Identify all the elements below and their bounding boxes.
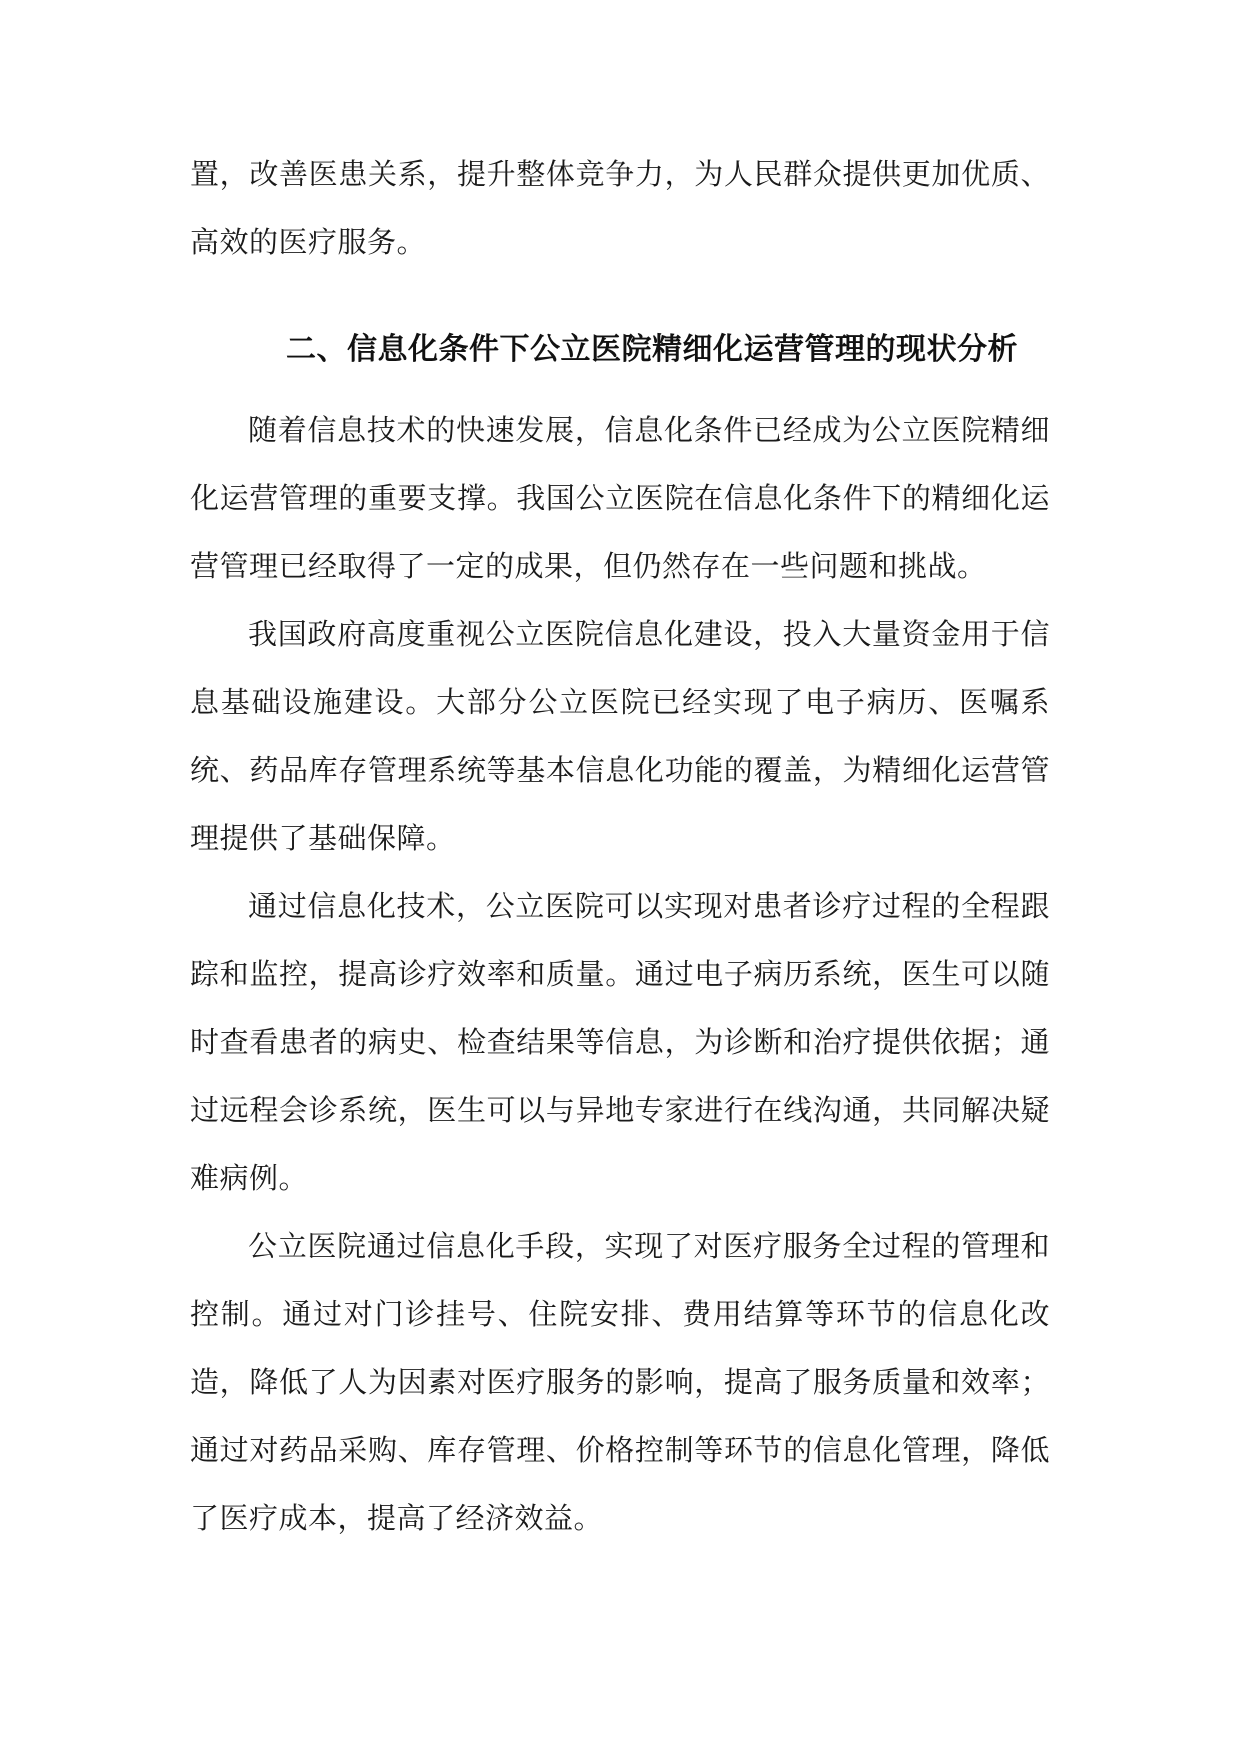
document-body <box>190 140 1050 1552</box>
section-heading: 二、信息化条件下公立医院精细化运营管理的现状分析 <box>286 332 1018 367</box>
body-paragraph-2: 我国政府高度重视公立医院信息化建设，投入大量资金用于信息基础设施建设。大部分公立医院已经实现了电子病历、医嘱系统、药品库存管理系统等基本信息化功能的覆盖，为精细化运营管理提供了基础保障。 <box>190 617 1050 855</box>
body-paragraph-1: 随着信息技术的快速发展，信息化条件已经成为公立医院精细化运营管理的重要支撑。我国公立医院在信息化条件下的精细化运营管理已经取得了一定的成果，但仍然存在一些问题和挑战。 <box>190 413 1050 583</box>
continued-paragraph: 置，改善医患关系，提升整体竞争力，为人民群众提供更加优质、高效的医疗服务。 <box>190 157 1050 259</box>
body-paragraph-4: 公立医院通过信息化手段，实现了对医疗服务全过程的管理和控制。通过对门诊挂号、住院安排、费用结算等环节的信息化改造，降低了人为因素对医疗服务的影响，提高了服务质量和效率；通过对药品采购、库存管理、价格控制等环节的信息化管理，降低了医疗成本，提高了经济效益。 <box>190 1229 1050 1535</box>
body-paragraph-3: 通过信息化技术，公立医院可以实现对患者诊疗过程的全程跟踪和监控，提高诊疗效率和质量。通过电子病历系统，医生可以随时查看患者的病史、检查结果等信息，为诊断和治疗提供依据；通过远程会诊系统，医生可以与异地专家进行在线沟通，共同解决疑难病例。 <box>190 889 1050 1195</box>
